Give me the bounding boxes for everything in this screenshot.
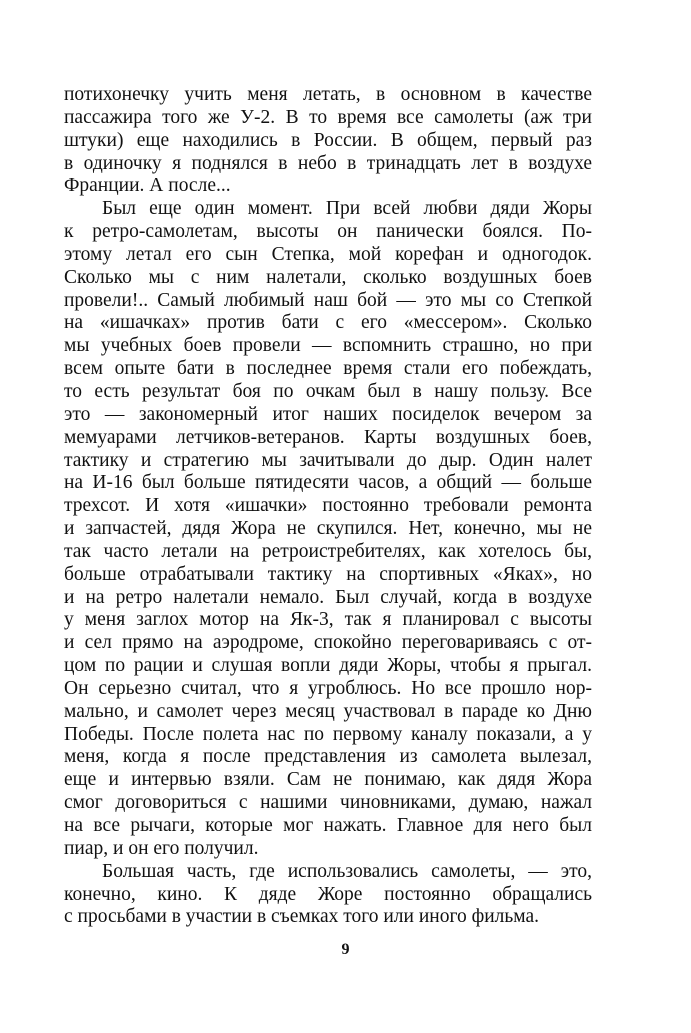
text-line: и сел прямо на аэродроме, спокойно переговариваясь с от- (64, 632, 592, 654)
paragraph-2 (64, 198, 592, 860)
text-line: и запчастей, дядя Жора не скупился. Нет, конечно, мы не (64, 518, 592, 540)
text-line: так часто летали на ретроистребителях, как хотелось бы, (64, 540, 592, 562)
text-line: мы учебных боев провели — вспомнить страшно, но при (64, 335, 592, 357)
text-line: Он серьезно считал, что я угроблюсь. Но все прошло нор- (64, 677, 592, 699)
text-line: тактику и стратегию мы зачитывали до дыр. Один налет (64, 449, 592, 471)
text-line: в одиночку я поднялся в небо в тринадцать лет в воздухе (64, 152, 592, 174)
text-line: меня, когда я после представления из самолета вылезал, (64, 746, 592, 768)
page-number: 9 (341, 941, 350, 958)
text-line: Большая часть, где использовались самолеты, — это, (102, 860, 592, 882)
text-line: Сколько мы с ним налетали, сколько воздушных боев (64, 266, 592, 288)
text-line: пиар, и он его получил. (64, 837, 259, 859)
text-line: мально, и самолет через месяц участвовал в параде ко Дню (64, 700, 592, 722)
text-line: всем опыте бати в последнее время стали его побеждать, (64, 358, 592, 380)
text-line: Франции. А после... (64, 175, 231, 197)
text-line: на все рычаги, которые мог нажать. Главное для него был (64, 815, 592, 836)
paragraph-3 (64, 861, 592, 930)
text-line: на «ишачках» против бати с его «мессером». Сколько (64, 312, 592, 334)
text-line: на И-16 был больше пятидесяти часов, а общий — больше (64, 472, 592, 494)
text-line: потихонечку учить меня летать, в основном в качестве (64, 84, 592, 105)
text-line: трехсот. И хотя «ишачки» постоянно требовали ремонта (64, 495, 592, 517)
text-line: то есть результат боя по очкам был в нашу пользу. Все (64, 380, 592, 402)
text-line: Был еще один момент. При всей любви дяди Жоры (102, 198, 592, 220)
paragraph-1 (64, 84, 592, 198)
text-line: пассажира того же У-2. В то время все самолеты (аж три (64, 106, 592, 128)
text-line: у меня заглох мотор на Як-3, так я планировал с высоты (64, 609, 592, 631)
text-line: смог договориться с нашими чиновниками, думаю, нажал (64, 792, 592, 814)
text-line: еще и интервью взяли. Сам не понимаю, как дядя Жора (64, 769, 592, 791)
text-line: к ретро-самолетам, высоты он панически боялся. По- (64, 221, 592, 243)
text-line: с просьбами в участии в съемках того или иного фильма. (64, 906, 540, 928)
text-line: Победы. После полета нас по первому каналу показали, а у (64, 723, 592, 745)
text-line: и на ретро налетали немало. Был случай, когда в воздухе (64, 586, 592, 608)
page-text-body (64, 84, 592, 929)
text-line: это — закономерный итог наших посиделок вечером за (64, 403, 592, 425)
text-line: мемуарами летчиков-ветеранов. Карты воздушных боев, (64, 426, 592, 448)
text-line: этому летал его сын Степка, мой корефан и одногодок. (64, 243, 592, 265)
text-line: штуки) еще находились в России. В общем, первый раз (64, 129, 592, 151)
text-line: больше отрабатывали тактику на спортивных «Яках», но (64, 563, 592, 585)
text-line: конечно, кино. К дяде Жоре постоянно обращались (64, 883, 592, 905)
text-line: цом по рации и слушая вопли дяди Жоры, чтобы я прыгал. (64, 655, 592, 677)
text-line: провели!.. Самый любимый наш бой — это мы со Степкой (64, 289, 592, 311)
